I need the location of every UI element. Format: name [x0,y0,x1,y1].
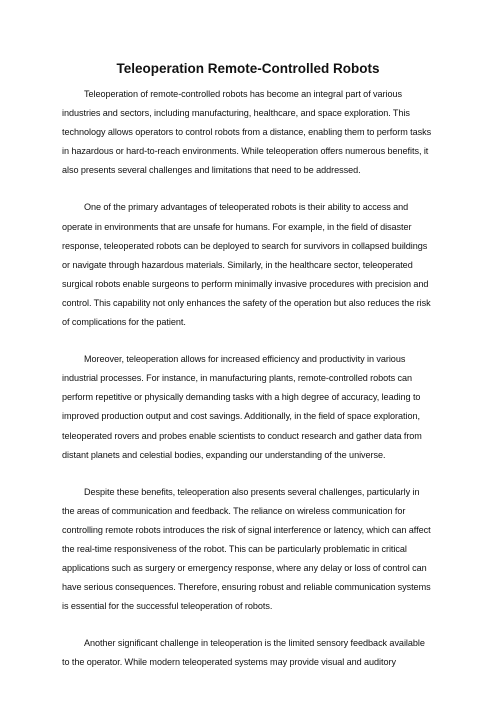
paragraph-1: Teleoperation of remote-controlled robots has become an integral part of various industries and sectors, including manufacturing, healthcare, and space exploration. This technology allows operators to control robots from a distance, enabling them to perform tasks in hazardous or hard-to-reach environments. While teleoperation offers numerous benefits, it also presents several challenges and limitations that need to be addressed. [62,89,432,176]
paragraph-2: One of the primary advantages of teleoperated robots is their ability to access and operate in environments that are unsafe for humans. For example, in the field of disaster response, teleoperated robots can be deployed to search for survivors in collapsed buildings or navigate through hazardous materials. Similarly, in the healthcare sector, teleoperated surgical robots enable surgeons to perform minimally invasive procedures with precision and control. This capability not only enhances the safety of the operation but also reduces the risk of complications for the patient. [62,202,431,328]
document-title: Teleoperation Remote-Controlled Robots [116,61,380,76]
paragraph-3: Moreover, teleoperation allows for increased efficiency and productivity in various industrial processes. For instance, in manufacturing plants, remote-controlled robots can perform repetitive or physically demanding tasks with a high degree of accuracy, leading to improved production output and cost savings. Additionally, in the field of space exploration, teleoperated rovers and probes enable scientists to conduct research and gather data from distant planets and celestial bodies, expanding our understanding of the universe. [62,354,422,460]
paragraph-4: Despite these benefits, teleoperation also presents several challenges, particularly in the areas of communication and feedback. The reliance on wireless communication for controlling remote robots introduces the risk of signal interference or latency, which can affect the real-time responsiveness of the robot. This can be particularly problematic in critical applications such as surgery or emergency response, where any delay or loss of control can have serious consequences. Therefore, ensuring robust and reliable communication systems is essential for the successful teleoperation of robots. [62,486,431,612]
paragraph-5: Another significant challenge in teleoperation is the limited sensory feedback available to the operator. While modern teleoperated systems may provide visual and auditory [62,638,425,668]
